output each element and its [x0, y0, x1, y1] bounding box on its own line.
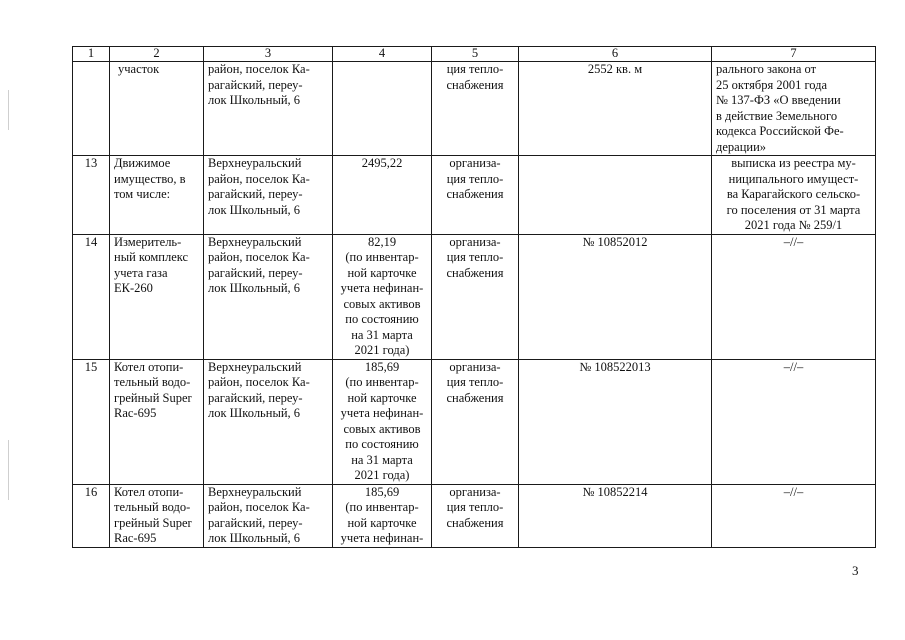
property-cost: 185,69 (по инвентар- ной карточке учета нефинан- совых активов по состоянию на 31 марта 2021 года) [340, 359, 424, 482]
property-name: Движимое имущество, в том числе: [114, 156, 186, 201]
table-row [73, 62, 876, 156]
basis-cell [712, 234, 876, 359]
property-basis: –//– [783, 234, 804, 249]
property-purpose: организа- ция тепло- снабжения [446, 359, 504, 405]
table-row [73, 359, 876, 484]
name-cell [110, 234, 204, 359]
row-number-cell [73, 234, 110, 359]
table-row [73, 234, 876, 359]
details-cell [519, 484, 712, 547]
details-cell [519, 156, 712, 235]
cost-cell [333, 359, 432, 484]
purpose-cell [432, 156, 519, 235]
name-cell [110, 62, 204, 156]
property-cost: 185,69 (по инвентар- ной карточке учета нефинан- [340, 484, 424, 545]
details-cell [519, 62, 712, 156]
property-details: № 108522013 [579, 359, 651, 374]
property-cost: 82,19 (по инвентар- ной карточке учета нефинан- совых активов по состоянию на 31 марта 2021 года) [340, 234, 424, 357]
row-number-cell [73, 62, 110, 156]
property-name: участок [118, 62, 160, 76]
column-header: 2 [110, 47, 204, 62]
row-number-cell [73, 484, 110, 547]
column-header: 7 [712, 47, 876, 62]
property-address: Верхнеуральский район, поселок Ка- рагайский, переу- лок Школьный, 6 [208, 234, 310, 295]
purpose-cell [432, 484, 519, 547]
column-header: 5 [432, 47, 519, 62]
row-number-cell [73, 156, 110, 235]
property-address: район, поселок Ка- рагайский, переу- лок Школьный, 6 [208, 62, 310, 107]
basis-cell [712, 484, 876, 547]
property-details: № 10852214 [582, 484, 648, 499]
property-name: Котел отопи- тельный водо- грейный Super Rac-695 [114, 484, 192, 545]
property-address: Верхнеуральский район, поселок Ка- рагайский, переу- лок Школьный, 6 [208, 484, 310, 545]
row-number: 13 [84, 156, 98, 170]
property-basis: –//– [783, 484, 804, 499]
address-cell [204, 359, 333, 484]
property-details: 2552 кв. м [587, 62, 643, 76]
purpose-cell [432, 234, 519, 359]
cost-cell [333, 234, 432, 359]
row-number: 15 [84, 359, 98, 374]
property-purpose: ция тепло- снабжения [446, 62, 504, 92]
property-basis: –//– [783, 359, 804, 374]
page-number: 3 [852, 563, 859, 578]
scan-margin-line [8, 440, 9, 500]
row-number: 16 [84, 484, 98, 499]
column-header: 3 [204, 47, 333, 62]
property-purpose: организа- ция тепло- снабжения [446, 484, 504, 530]
cost-cell [333, 62, 432, 156]
details-cell [519, 234, 712, 359]
cost-cell [333, 484, 432, 547]
name-cell [110, 156, 204, 235]
address-cell [204, 156, 333, 235]
details-cell [519, 359, 712, 484]
name-cell [110, 484, 204, 547]
property-basis: выписка из реестра му- ниципального имущест- ва Карагайского сельско- го поселения от 31 марта 2021 года № 259/1 [726, 156, 861, 232]
table-row [73, 156, 876, 235]
property-cost: 2495,22 [361, 156, 403, 170]
address-cell [204, 234, 333, 359]
name-cell [110, 359, 204, 484]
property-purpose: организа- ция тепло- снабжения [446, 234, 504, 280]
property-purpose: организа- ция тепло- снабжения [446, 156, 504, 201]
purpose-cell [432, 359, 519, 484]
basis-cell [712, 359, 876, 484]
column-header: 4 [333, 47, 432, 62]
property-name: Котел отопи- тельный водо- грейный Super Rac-695 [114, 359, 192, 420]
property-details: № 10852012 [582, 234, 648, 249]
basis-cell [712, 62, 876, 156]
address-cell [204, 484, 333, 547]
table-header-row [73, 47, 876, 62]
property-address: Верхнеуральский район, поселок Ка- рагайский, переу- лок Школьный, 6 [208, 359, 310, 420]
basis-cell [712, 156, 876, 235]
column-header: 6 [519, 47, 712, 62]
address-cell [204, 62, 333, 156]
cost-cell [333, 156, 432, 235]
property-address: Верхнеуральский район, поселок Ка- рагайский, переу- лок Школьный, 6 [208, 156, 310, 217]
column-header: 1 [73, 47, 110, 62]
property-name: Измеритель- ный комплекс учета газа ЕК-260 [114, 234, 189, 295]
property-registry-table [72, 46, 876, 548]
table-row [73, 484, 876, 547]
row-number: 14 [84, 234, 98, 249]
scan-margin-line [8, 90, 9, 130]
row-number-cell [73, 359, 110, 484]
purpose-cell [432, 62, 519, 156]
property-basis: рального закона от 25 октября 2001 года № 137-ФЗ «О введении в действие Земельного кодекса Российской Фе- дерации» [716, 62, 844, 154]
